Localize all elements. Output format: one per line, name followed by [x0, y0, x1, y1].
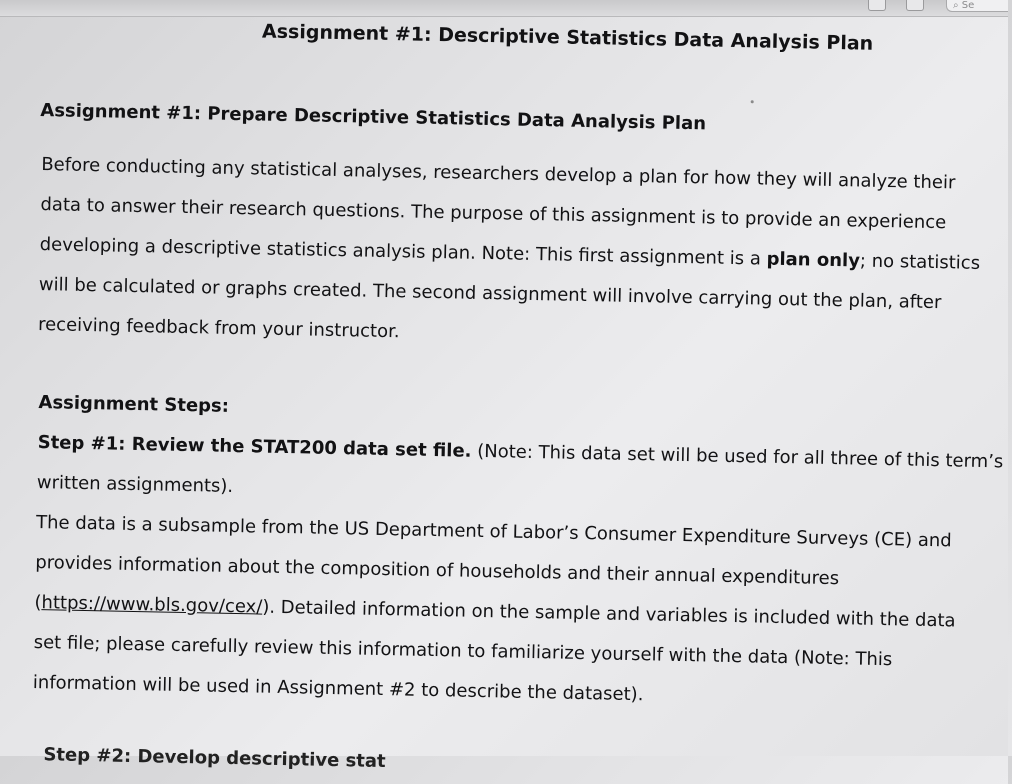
section-heading: Assignment #1: Prepare Descriptive Statistics Data Analysis Plan: [40, 100, 707, 135]
step1-line: [38, 432, 1004, 472]
paren-open: (: [34, 592, 42, 614]
steps-heading: Assignment Steps:: [38, 392, 230, 417]
toolbar-button[interactable]: [868, 0, 886, 11]
intro-line-5: receiving feedback from your instructor.: [37, 314, 400, 343]
toolbar-button[interactable]: [906, 0, 924, 11]
search-field[interactable]: [946, 0, 1008, 12]
search-icon: ⌕ Se: [953, 0, 975, 11]
data-line-2: provides information about the composition of households and their annual expenditures: [35, 552, 840, 590]
intro-line-2: data to answer their research questions. The purpose of this assignment is to provide an experience: [40, 194, 947, 234]
document-title: Assignment #1: Descriptive Statistics Data Analysis Plan: [261, 20, 874, 55]
intro-line-3-text: developing a descriptive statistics analysis plan. Note: This first assignment is a: [39, 234, 767, 270]
step1-note: (Note: This data set will be used for all three of this term’s: [471, 440, 1004, 473]
intro-line-3: [39, 234, 980, 274]
data-line-5: information will be used in Assignment #2 to describe the dataset).: [32, 671, 644, 706]
plan-only-emphasis: plan only: [766, 248, 861, 272]
data-line-4: set file; please carefully review this information to familiarize yourself with the data (Note: This: [33, 631, 893, 671]
data-line-1: The data is a subsample from the US Department of Labor’s Consumer Expenditure Surveys (CE) and: [35, 512, 952, 552]
page-speck: [751, 100, 754, 103]
step1-label: Step #1: Review the STAT200 data set file.: [37, 432, 472, 462]
step1-note-cont: written assignments).: [36, 472, 234, 497]
intro-line-4: will be calculated or graphs created. The second assignment will involve carrying out the plan, after: [38, 274, 942, 314]
cut-off-step2: Step #2: Develop descriptive stat: [43, 744, 386, 773]
intro-line-1: Before conducting any statistical analyses, researchers develop a plan for how they will analyze their: [41, 154, 956, 194]
data-line-3: [34, 592, 955, 631]
bls-link[interactable]: https://www.bls.gov/cex/: [41, 592, 263, 618]
data-line-3-tail: ). Detailed information on the sample and variables is included with the data: [262, 596, 956, 632]
intro-line-3-tail: ; no statistics: [859, 250, 981, 274]
